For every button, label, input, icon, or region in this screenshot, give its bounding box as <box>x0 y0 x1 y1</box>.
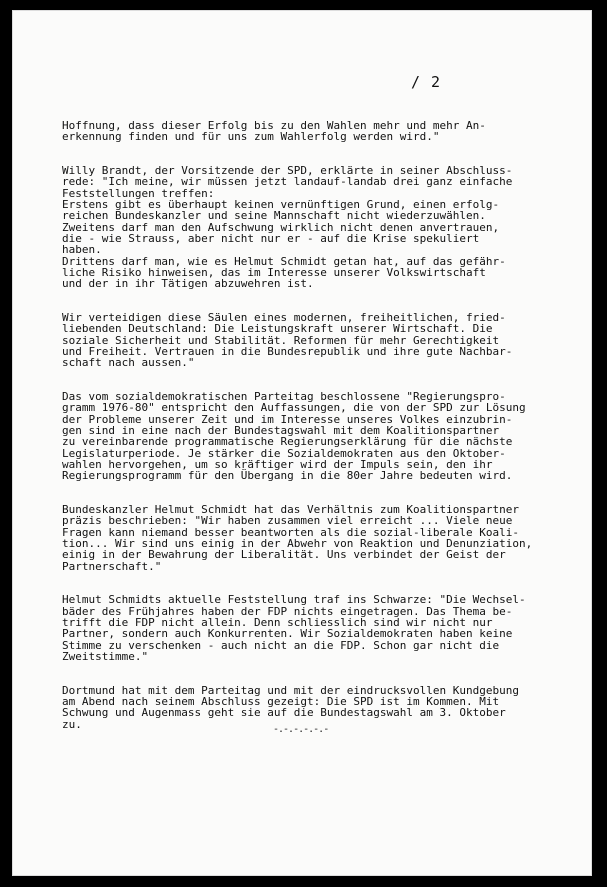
text-line: Legislaturperiode. Je stärker die Sozialdemokraten aus den Oktober- <box>62 446 506 460</box>
text-line: Wir verteidigen diese Säulen eines modernen, freiheitlichen, fried- <box>62 311 506 325</box>
text-line: Zweitens darf man den Aufschwung wirklich nicht denen anvertrauen, <box>62 220 500 234</box>
text-line: gramm 1976-80" entspricht den Auffassungen, die von der SPD zur Lösung <box>62 401 526 415</box>
text-line: die - wie Strauss, aber nicht nur er - auf die Krise spekuliert <box>62 231 480 245</box>
text-line: Partner, sondern auch Konkurrenten. Wir Sozialdemokraten haben keine <box>62 627 513 641</box>
text-line: erkennung finden und für uns zum Wahlerfolg werden wird." <box>62 130 440 144</box>
text-line: und der in ihr Tätigen abzuwehren ist. <box>62 277 314 291</box>
text-line: schaft nach aussen." <box>62 356 195 370</box>
text-line: wahlen hervorgehen, um so kräftiger wird der Impuls sein, den ihr <box>62 457 493 471</box>
paragraph <box>62 504 572 572</box>
text-line: präzis beschrieben: "Wir haben zusammen viel erreicht ... Viele neue <box>62 514 513 528</box>
text-line: Partnerschaft." <box>62 559 162 573</box>
text-line: Helmut Schmidts aktuelle Feststellung traf ins Schwarze: "Die Wechsel- <box>62 593 526 607</box>
text-line: bäder des Frühjahres haben der FDP nichts eingetragen. Das Thema be- <box>62 604 513 618</box>
text-line: tion... Wir sind uns einig in der Abwehr von Reaktion und Denunziation, <box>62 536 533 550</box>
text-line: zu. <box>62 717 82 731</box>
text-line: der Probleme unserer Zeit und im Interesse unseres Volkes einzubrin- <box>62 412 513 426</box>
text-line: Erstens gibt es überhaupt keinen vernünftigen Grund, einen erfolg- <box>62 198 500 212</box>
page-number: / 2 <box>411 73 442 91</box>
text-line: reichen Bundeskanzler und seine Mannschaft nicht wiederzuwählen. <box>62 209 486 223</box>
text-line: Zweitstimme." <box>62 649 149 663</box>
text-line: Das vom sozialdemokratischen Parteitag beschlossene "Regierungspro- <box>62 390 506 404</box>
paragraph <box>62 594 572 662</box>
text-line: haben. <box>62 243 102 257</box>
text-line: Dortmund hat mit dem Parteitag und mit der eindrucksvollen Kundgebung <box>62 683 519 697</box>
text-line: soziale Sicherheit und Stabilität. Reformen für mehr Gerechtigkeit <box>62 333 500 347</box>
text-line: am Abend nach seinem Abschluss gezeigt: Die SPD ist im Kommen. Mit <box>62 695 500 709</box>
text-line: Willy Brandt, der Vorsitzende der SPD, erklärte in seiner Abschluss- <box>62 164 513 178</box>
paragraph <box>62 312 572 368</box>
text-line: und Freiheit. Vertrauen in die Bundesrepublik und ihre gute Nachbar- <box>62 344 513 358</box>
document-page <box>12 10 592 876</box>
text-line: trifft die FDP nicht allein. Denn schliesslich sind wir nicht nur <box>62 616 493 630</box>
text-line: einig in der Bewahrung der Liberalität. Uns verbindet der Geist der <box>62 548 506 562</box>
text-line: Stimme zu verschenken - auch nicht an die FDP. Schon gar nicht die <box>62 638 500 652</box>
text-line: zu vereinbarende programmatische Regierungserklärung für die nächste <box>62 435 513 449</box>
body-text <box>62 120 572 753</box>
paragraph <box>62 120 572 143</box>
paragraph <box>62 165 572 289</box>
text-line: Fragen kann niemand besser beantworten als die sozial-liberale Koali- <box>62 525 519 539</box>
text-line: liebenden Deutschland: Die Leistungskraft unserer Wirtschaft. Die <box>62 322 493 336</box>
text-line: gen sind in eine nach der Bundestagswahl mit dem Koalitionspartner <box>62 424 500 438</box>
text-line: Bundeskanzler Helmut Schmidt hat das Verhältnis zum Koalitionspartner <box>62 503 519 517</box>
end-mark: -.-.-.-.-.- <box>273 724 329 735</box>
paragraph <box>62 391 572 481</box>
text-line: Feststellungen treffen: <box>62 186 215 200</box>
text-line: rede: "Ich meine, wir müssen jetzt landauf-landab drei ganz einfache <box>62 175 513 189</box>
text-line: Hoffnung, dass dieser Erfolg bis zu den Wahlen mehr und mehr An- <box>62 119 486 132</box>
text-line: Drittens darf man, wie es Helmut Schmidt getan hat, auf das gefähr- <box>62 254 506 268</box>
text-line: Schwung und Augenmass geht sie auf die Bundestagswahl am 3. Oktober <box>62 706 506 720</box>
text-line: liche Risiko hinweisen, das im Interesse unserer Volkswirtschaft <box>62 265 486 279</box>
text-line: Regierungsprogramm für den Übergang in die 80er Jahre bedeuten wird. <box>62 469 513 483</box>
